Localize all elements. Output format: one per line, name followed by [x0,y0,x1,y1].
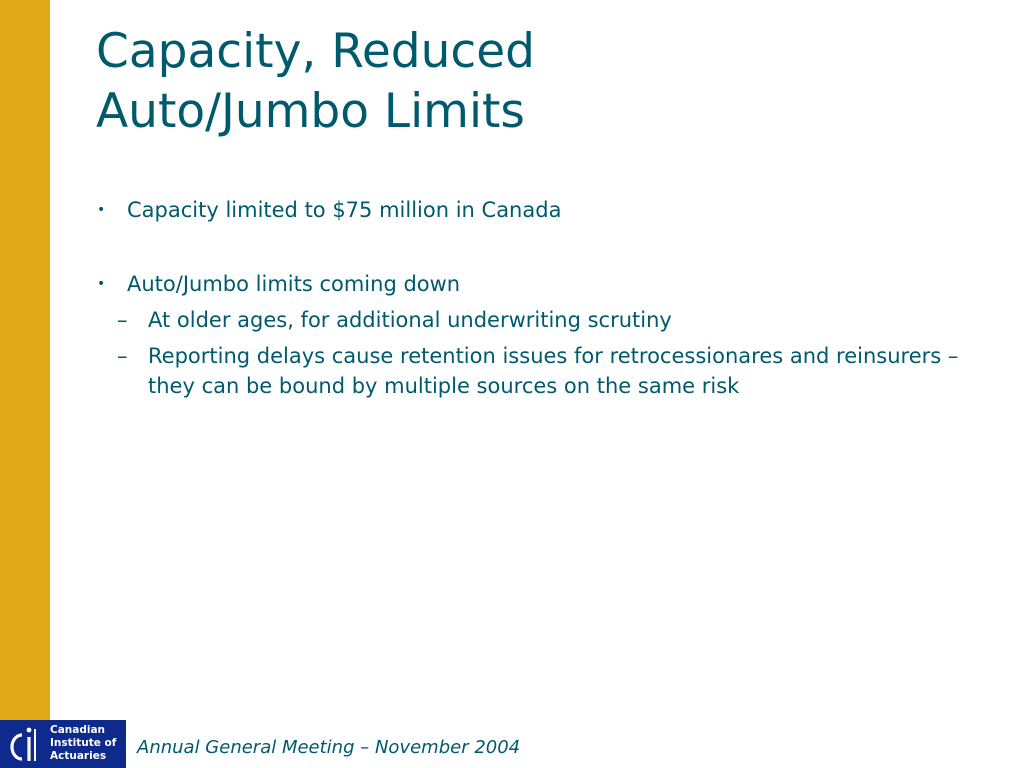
sub-bullet-list [96,305,976,401]
sub-bullet-text: At older ages, for additional underwriting scrutiny [148,308,672,332]
cia-logo-icon [4,723,44,765]
sub-bullet-text: Reporting delays cause retention issues for retrocessionares and reinsurers – they can be bound by multiple sources on the same risk [148,344,959,398]
bullet-item [96,269,976,299]
logo-wordmark [50,724,116,763]
sub-bullet-item [117,305,976,335]
footer-text: Annual General Meeting – November 2004 [137,737,521,758]
bullet-marker: • [97,202,106,218]
title-line: Capacity, Reduced [96,24,535,79]
sub-bullet-marker: – [117,344,128,368]
logo-text-line: Canadian [50,724,106,736]
bullet-item [96,195,976,225]
logo-text-line: Actuaries [50,750,107,762]
bullet-marker: • [97,276,106,292]
slide-title [96,22,976,142]
bullet-text: Auto/Jumbo limits coming down [127,272,461,296]
cia-logo [0,720,126,768]
accent-side-bar [0,0,50,720]
sub-bullet-marker: – [117,308,128,332]
bullet-text: Capacity limited to $75 million in Canada [127,198,562,222]
sub-bullet-item [117,341,976,401]
slide-body [96,195,976,407]
logo-text-line: Institute of [50,737,117,749]
title-line: Auto/Jumbo Limits [96,84,525,139]
